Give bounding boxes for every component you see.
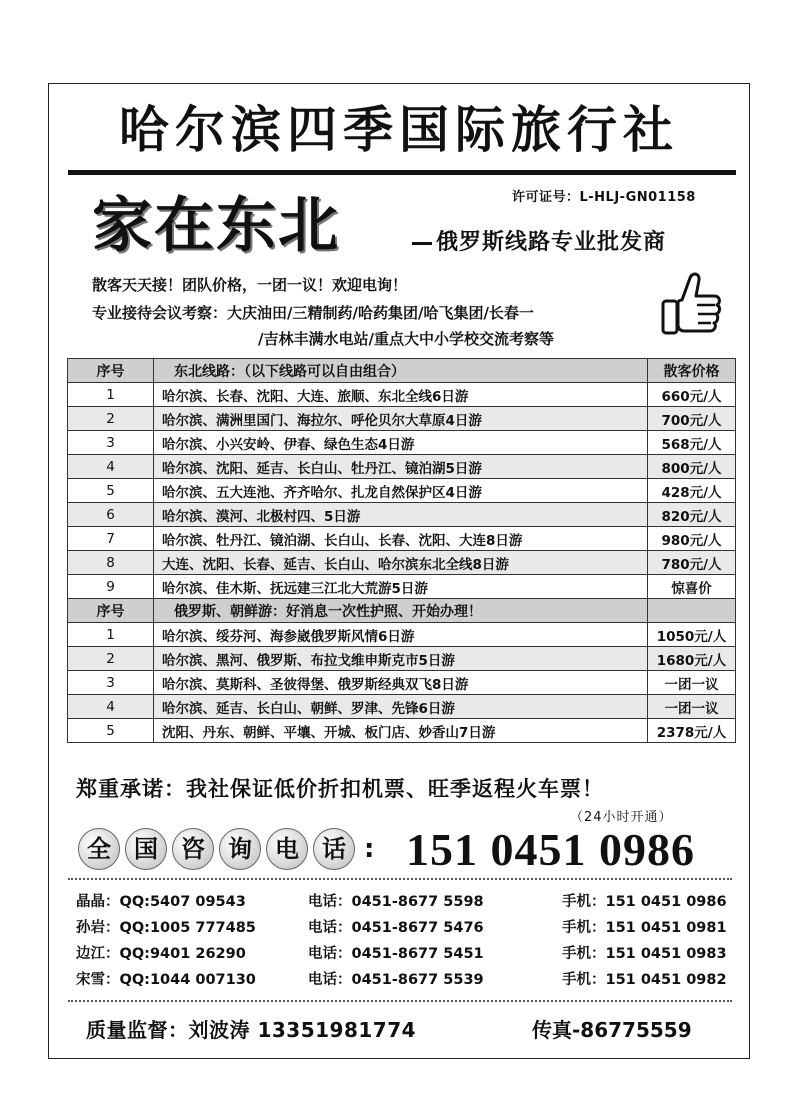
contact-mobile: 手机：151 0451 0981 [562, 920, 727, 936]
quality-supervisor: 质量监督：刘波涛 13351981774 [86, 1018, 417, 1042]
row-num: 2 [68, 647, 154, 671]
fax-number: 传真-86775559 [532, 1018, 692, 1042]
table-row [68, 431, 736, 455]
contact-row [76, 942, 736, 968]
contact-list [76, 890, 736, 994]
table-row [68, 695, 736, 719]
route-price: 428元/人 [648, 479, 736, 503]
row-num: 4 [68, 695, 154, 719]
route-name: 哈尔滨、沈阳、延吉、长白山、牡丹江、镜泊湖5日游 [154, 455, 648, 479]
brand-subtitle [412, 228, 666, 258]
license-number: 许可证号：L-HLJ-GN01158 [512, 190, 696, 205]
row-num: 1 [68, 383, 154, 407]
row-num: 7 [68, 527, 154, 551]
contact-tel: 电话：0451-8677 5451 [308, 946, 484, 962]
row-num: 5 [68, 479, 154, 503]
table-row [68, 455, 736, 479]
table-row [68, 479, 736, 503]
contact-mobile: 手机：151 0451 0983 [562, 946, 727, 962]
col-price-header [648, 599, 736, 623]
col-num-header: 序号 [68, 599, 154, 623]
national-hotline-label [78, 827, 382, 871]
route-name: 哈尔滨、延吉、长白山、朝鲜、罗津、先锋6日游 [154, 695, 648, 719]
hotline-char: 话 [313, 828, 355, 870]
contact-qq: 宋雪：QQ:1044 007130 [76, 972, 256, 988]
row-num: 9 [68, 575, 154, 599]
route-price: 一团一议 [648, 695, 736, 719]
route-name: 哈尔滨、莫斯科、圣彼得堡、俄罗斯经典双飞8日游 [154, 671, 648, 695]
table-row [68, 647, 736, 671]
dash-mark [412, 242, 432, 245]
hotline-char: 全 [78, 828, 120, 870]
hotline-char: 国 [125, 828, 167, 870]
tagline-welcome: 散客天天接！团队价格，一团一议！欢迎电询！ [92, 276, 408, 294]
route-price: 800元/人 [648, 455, 736, 479]
table-row [68, 623, 736, 647]
route-name: 哈尔滨、长春、沈阳、大连、旅顺、东北全线6日游 [154, 383, 648, 407]
brand-slogan: 家在东北 [92, 191, 340, 261]
route-name: 哈尔滨、小兴安岭、伊春、绿色生态4日游 [154, 431, 648, 455]
route-price: 2378元/人 [648, 719, 736, 743]
contact-mobile: 手机：151 0451 0982 [562, 972, 727, 988]
route-name: 哈尔滨、漠河、北极村四、5日游 [154, 503, 648, 527]
route-price: 1050元/人 [648, 623, 736, 647]
route-price: 700元/人 [648, 407, 736, 431]
route-name: 沈阳、丹东、朝鲜、平壤、开城、板门店、妙香山7日游 [154, 719, 648, 743]
row-num: 1 [68, 623, 154, 647]
contact-row [76, 890, 736, 916]
table-row [68, 575, 736, 599]
brand-subtitle-text: 俄罗斯线路专业批发商 [436, 230, 667, 255]
contact-row [76, 968, 736, 994]
northeast-section-title: 东北线路：（以下线路可以自由组合） [154, 359, 648, 383]
row-num: 6 [68, 503, 154, 527]
row-num: 2 [68, 407, 154, 431]
table-row [68, 407, 736, 431]
service-hours: （24小时开通） [570, 810, 673, 825]
route-name: 哈尔滨、牡丹江、镜泊湖、长白山、长春、沈阳、大连8日游 [154, 527, 648, 551]
hotline-char: 询 [219, 828, 261, 870]
national-hotline-number: 151 0451 0986 [406, 824, 695, 875]
route-price: 1680元/人 [648, 647, 736, 671]
route-name: 哈尔滨、黑河、俄罗斯、布拉戈维申斯克市5日游 [154, 647, 648, 671]
table-row [68, 551, 736, 575]
col-price-header: 散客价格 [648, 359, 736, 383]
table-row [68, 671, 736, 695]
thumbs-up-icon [660, 270, 722, 340]
hotline-char: 咨 [172, 828, 214, 870]
route-price: 惊喜价 [648, 575, 736, 599]
dotted-divider [68, 1000, 732, 1002]
contact-qq: 晶晶：QQ:5407 09543 [76, 894, 246, 910]
russia-header-row [68, 599, 736, 623]
contact-row [76, 916, 736, 942]
route-price: 780元/人 [648, 551, 736, 575]
table-row [68, 383, 736, 407]
contact-tel: 电话：0451-8677 5539 [308, 972, 484, 988]
row-num: 3 [68, 671, 154, 695]
row-num: 3 [68, 431, 154, 455]
contact-tel: 电话：0451-8677 5476 [308, 920, 484, 936]
route-price: 660元/人 [648, 383, 736, 407]
contact-qq: 孙岩：QQ:1005 777485 [76, 920, 256, 936]
tagline-conference-cont: /吉林丰满水电站/重点大中小学校交流考察等 [258, 330, 554, 348]
title-underline [68, 170, 736, 175]
route-price: 980元/人 [648, 527, 736, 551]
route-name: 哈尔滨、绥芬河、海参崴俄罗斯风情6日游 [154, 623, 648, 647]
row-num: 4 [68, 455, 154, 479]
table-row [68, 719, 736, 743]
northeast-header-row [68, 359, 736, 383]
russia-section-title: 俄罗斯、朝鲜游：好消息一次性护照、开始办理！ [154, 599, 648, 623]
route-price: 568元/人 [648, 431, 736, 455]
route-name: 哈尔滨、佳木斯、抚远建三江北大荒游5日游 [154, 575, 648, 599]
table-row [68, 503, 736, 527]
row-num: 5 [68, 719, 154, 743]
hotline-char: 电 [266, 828, 308, 870]
contact-mobile: 手机：151 0451 0986 [562, 894, 727, 910]
route-table [67, 358, 736, 743]
route-name: 大连、沈阳、长春、延吉、长白山、哈尔滨东北全线8日游 [154, 551, 648, 575]
contact-qq: 边江：QQ:9401 26290 [76, 946, 246, 962]
contact-tel: 电话：0451-8677 5598 [308, 894, 484, 910]
col-num-header: 序号 [68, 359, 154, 383]
route-price: 一团一议 [648, 671, 736, 695]
promise-statement: 郑重承诺：我社保证低价折扣机票、旺季返程火车票！ [76, 777, 604, 801]
hotline-colon: : [364, 834, 375, 864]
route-price: 820元/人 [648, 503, 736, 527]
agency-title: 哈尔滨四季国际旅行社 [119, 101, 679, 159]
route-name: 哈尔滨、满洲里国门、海拉尔、呼伦贝尔大草原4日游 [154, 407, 648, 431]
route-name: 哈尔滨、五大连池、齐齐哈尔、扎龙自然保护区4日游 [154, 479, 648, 503]
tagline-conference: 专业接待会议考察：大庆油田/三精制药/哈药集团/哈飞集团/长春一 [92, 304, 534, 322]
table-row [68, 527, 736, 551]
row-num: 8 [68, 551, 154, 575]
dotted-divider [68, 878, 732, 880]
